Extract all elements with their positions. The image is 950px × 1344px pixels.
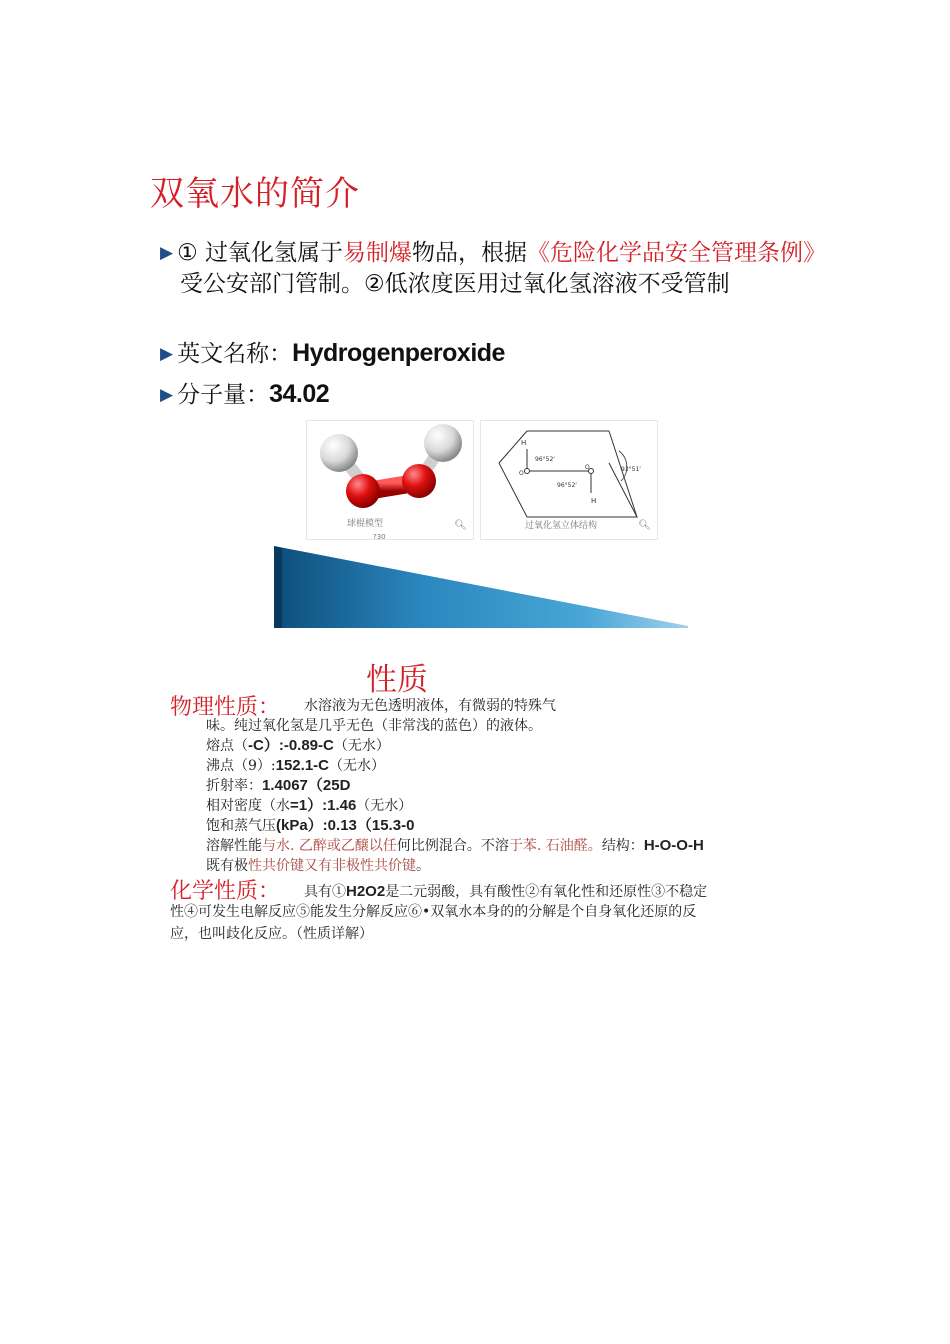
label-angle-1: 96°52' [535,456,555,463]
refractive-index [206,776,350,796]
section-title-properties: 性质 [366,662,428,698]
structure-caption: 过氧化氢立体结构 [525,521,598,531]
melting-point-label: 熔点（ [206,738,248,754]
page-title: 双氧水的简介 [150,174,360,214]
melting-point-note: （无水） [333,738,390,754]
label-english-name: 英文名称： [177,341,293,367]
structure-label: 结构： [601,838,644,854]
melting-point [206,736,390,756]
label-o2: O [585,464,590,471]
label-molecular-weight: 分子量： [177,382,270,408]
vapor-pressure-label: 饱和蒸气压 [206,818,276,834]
bullet-arrow-icon: ▶ [160,385,174,405]
physical-desc-line1: 水溶液为无色透明液体，有微弱的特殊气 [304,698,556,714]
ball-stick-subcaption: ?30 [373,533,386,541]
value-english-name: Hydrogenperoxide [292,339,505,367]
ball-stick-caption: 球棍模型 [347,519,384,529]
boiling-point-note: （无水） [329,758,385,774]
structure-formula: H-O-O-H [643,837,704,854]
label-angle-2: 96°52' [557,482,577,489]
highlight-regulation: 《危险化学品安全管理条例》 [527,240,827,266]
bond-text: 既有极 [206,858,248,874]
boiling-point-label: 沸点（9）: [206,758,276,774]
bullet-classification [160,238,840,300]
bullet-text: 受公安部门管制。②低浓度医用过氧化氢溶液不受管制 [180,271,730,297]
label-dihedral: 93°51' [621,466,641,473]
bond-highlight: 性共价键又有非极性共价键 [248,858,416,874]
label-h-top: H [521,439,527,447]
bond-type-line [206,856,430,876]
magnifier-icon[interactable]: 🔍︎ [638,520,651,531]
label-h-bottom: H [591,497,597,505]
solubility-insoluble: 于苯. 石油醛。 [508,838,602,854]
bullet-arrow-icon: ▶ [160,344,174,364]
spatial-structure-figure [480,420,658,540]
value-molecular-weight: 34.02 [269,380,330,408]
highlight-explosive: 易制爆 [343,240,413,266]
solubility-label: 溶解性能 [206,838,262,854]
bullet-english-name [160,338,820,370]
label-o1: O [519,470,524,477]
vapor-pressure-value: (kPa）:0.13（15.3-0 [276,817,415,834]
relative-density-value: =1）:1.46 [290,797,357,814]
chemical-line3: 应，也叫歧化反应。（性质详解） [170,926,373,942]
relative-density [206,796,412,816]
vapor-pressure [206,816,414,836]
chemical-formula: H2O2 [346,883,386,900]
solubility-text: 何比例混合。不溶 [396,838,509,854]
physical-properties-heading: 物理性质： [170,695,281,720]
magnifier-icon[interactable]: 🔍︎ [454,520,467,531]
chemical-text: 是二元弱酸，具有酸性②有氧化性和还原性③不稳定 [385,884,708,900]
ball-stick-model-figure [306,420,474,540]
bullet-molecular-weight [160,379,820,411]
boiling-point [206,756,385,776]
boiling-point-value: 152.1-C [275,757,329,774]
chemical-line1 [304,882,707,902]
physical-desc-line2: 味。纯过氧化氢是几乎无色（非常浅的蓝色）的液体。 [206,718,542,734]
chemical-text: 具有① [304,884,346,900]
ball-stick-model-image [307,421,473,539]
chemical-properties-heading: 化学性质： [170,879,281,904]
solubility-line [206,836,704,856]
bullet-text: 物品，根据 [412,240,528,266]
decorative-banner [274,546,688,630]
bond-text-end: 。 [416,858,430,874]
relative-density-note: （无水） [356,798,413,814]
refractive-index-value: 1.4067（25D [262,777,351,794]
melting-point-value: -C）:-0.89-C [248,737,334,754]
bullet-text: ① 过氧化氢属于 [177,240,344,266]
relative-density-label: 相对密度（水 [206,798,290,814]
refractive-index-label: 折射率： [206,778,262,794]
bullet-arrow-icon: ▶ [160,243,174,263]
chemical-line2: 性④可发生电解反应⑤能发生分解反应⑥•双氧水本身的的分解是个自身氧化还原的反 [170,904,697,920]
solubility-miscible: 与水. 乙醉或乙醸以任 [262,838,397,854]
